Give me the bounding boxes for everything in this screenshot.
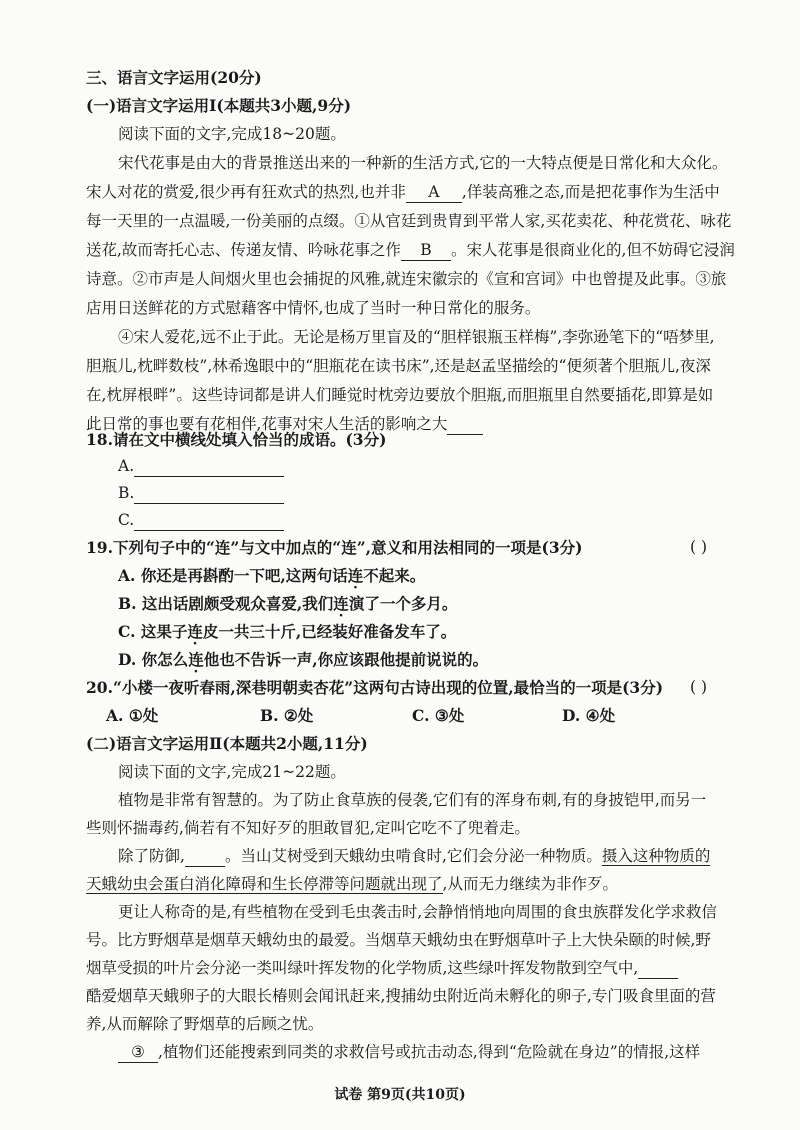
passage4-line: 除了防御, 。当山艾树受到天蛾幼虫啃食时,它们会分泌一种物质。摄入这种物质的 — [118, 847, 711, 865]
passage2-line: 此日常的事也要有花相伴,花事对宋人生活的影响之大 — [86, 414, 483, 435]
q20-answer-paren[interactable]: ( ) — [690, 678, 708, 696]
q20-option-c[interactable]: C. ③处 — [412, 706, 465, 725]
passage6-line: ③ ,植物们还能搜索到同类的求救信号或抗击动态,得到“危险就在身边”的情报,这样 — [118, 1042, 700, 1063]
blank-b[interactable]: B — [401, 240, 451, 261]
q20-option-d[interactable]: D. ④处 — [562, 706, 616, 725]
passage3-line: 植物是非常有智慧的。为了防止食草族的侵袭,它们有的浑身布刺,有的身披铠甲,而另一 — [118, 791, 707, 809]
passage5-line: 更让人称奇的是,有些植物在受到毛虫袭击时,会静悄悄地向周围的食虫族群发化学求救信 — [118, 903, 717, 921]
part2-instruction: 阅读下面的文字,完成21~22题。 — [118, 763, 346, 781]
q20-option-b[interactable]: B. ②处 — [260, 706, 314, 725]
q18-stem: 18.请在文中横线处填入恰当的成语。(3分) — [86, 430, 387, 449]
blank-c[interactable] — [447, 414, 483, 435]
underlined-sentence: 摄入这种物质的 — [601, 847, 711, 865]
passage5-line: 烟草受损的叶片会分泌一类叫绿叶挥发物的化学物质,这些绿叶挥发物散到空气中, — [86, 958, 678, 979]
passage1-line: 店用日送鲜花的方式慰藉客中情怀,也成了当时一种日常化的服务。 — [86, 299, 541, 317]
part1-title: (一)语言文字运用Ⅰ(本题共3小题,9分) — [86, 96, 352, 115]
underlined-sentence: 天蛾幼虫会蛋白消化障碍和生长停滞等问题就出现了 — [86, 875, 443, 893]
passage1-line: 每一天里的一点温暖,一份美丽的点缀。①从官廷到贵胄到平常人家,买花卖花、种花赏花、咏花 — [86, 212, 732, 230]
passage1-line: 宋代花事是由大的背景推送出来的一种新的生活方式,它的一大特点便是日常化和大众化。 — [118, 154, 728, 172]
page-footer: 试卷 第9页(共10页) — [334, 1087, 466, 1103]
passage5-line: 酷爱烟草天蛾卵子的大眼长椿则会闻讯赶来,搜捕幼虫附近尚未孵化的卵子,专门吸食里面的营 — [86, 987, 716, 1005]
passage3-line: 些则怀揣毒药,倘若有不知好歹的胆敢冒犯,定叫它吃不了兜着走。 — [86, 819, 530, 837]
q19-option-c[interactable]: C. 这果子连皮一共三十斤,已经装好准备发车了。 — [118, 622, 457, 641]
passage2-line: ④宋人爱花,远不止于此。无论是杨万里盲及的“胆样银瓶玉样梅”,李弥逊笔下的“唔梦里, — [118, 328, 715, 346]
q19-stem: 19.下列句子中的“连”与文中加点的“连”,意义和用法相同的一项是(3分) — [86, 538, 583, 557]
q20-option-a[interactable]: A. ①处 — [106, 706, 159, 725]
q19-option-a[interactable]: A. 你还是再斟酌一下吧,这两句话连不起来。 — [118, 566, 426, 585]
passage4-line: 天蛾幼虫会蛋白消化障碍和生长停滞等问题就出现了,从而无力继续为非作歹。 — [86, 875, 618, 893]
blank-a[interactable]: A — [406, 182, 462, 203]
section-title: 三、语言文字运用(20分) — [86, 68, 262, 87]
passage2-line: 在,枕屏根畔”。这些诗词都是讲人们睡觉时枕旁边要放个胆瓶,而胆瓶里自然要插花,即算是如 — [86, 386, 714, 404]
q18-answer-c[interactable]: C. — [118, 510, 284, 531]
part1-instruction: 阅读下面的文字,完成18~20题。 — [118, 125, 346, 143]
passage1-line: 宋人对花的赏爱,很少再有狂欢式的热烈,也并非 A ,佯装高雅之态,而是把花事作为生活中 — [86, 183, 720, 201]
passage5-line: 号。比方野烟草是烟草天蛾幼虫的最爱。当烟草天蛾幼虫在野烟草叶子上大快朵颐的时候,野 — [86, 931, 711, 949]
blank-2[interactable] — [638, 958, 678, 979]
blank-1[interactable] — [185, 846, 225, 867]
passage1-line: 送花,故而寄托心志、传递友情、吟咏花事之作 B 。宋人花事是很商业化的,但不妨碍它浸润 — [86, 241, 735, 259]
q19-option-b[interactable]: B. 这出话剧颇受观众喜爱,我们连演了一个多月。 — [118, 594, 458, 613]
part2-title: (二)语言文字运用Ⅱ(本题共2小题,11分) — [86, 734, 368, 753]
blank-3[interactable]: ③ — [118, 1042, 158, 1063]
q18-answer-b[interactable]: B. — [118, 483, 284, 504]
q18-answer-a[interactable]: A. — [118, 456, 284, 477]
passage1-line: 诗意。②市声是人间烟火里也会捕捉的风雅,就连宋徽宗的《宣和宫词》中也曾提及此事。③旅 — [86, 270, 727, 288]
q19-option-d[interactable]: D. 你怎么连他也不告诉一声,你应该跟他提前说说的。 — [118, 650, 489, 669]
passage2-line: 胆瓶儿,枕畔数枝”,林希逸眼中的“胆瓶花在读书床”,还是赵孟坚描绘的“便须著个胆瓶儿,夜深 — [86, 357, 711, 375]
q20-stem: 20.“小楼一夜听春雨,深巷明朝卖杏花”这两句古诗出现的位置,最恰当的一项是(3分) — [86, 678, 664, 697]
passage5-line: 养,从而解除了野烟草的后顾之忧。 — [86, 1015, 324, 1033]
q19-answer-paren[interactable]: ( ) — [690, 538, 708, 556]
